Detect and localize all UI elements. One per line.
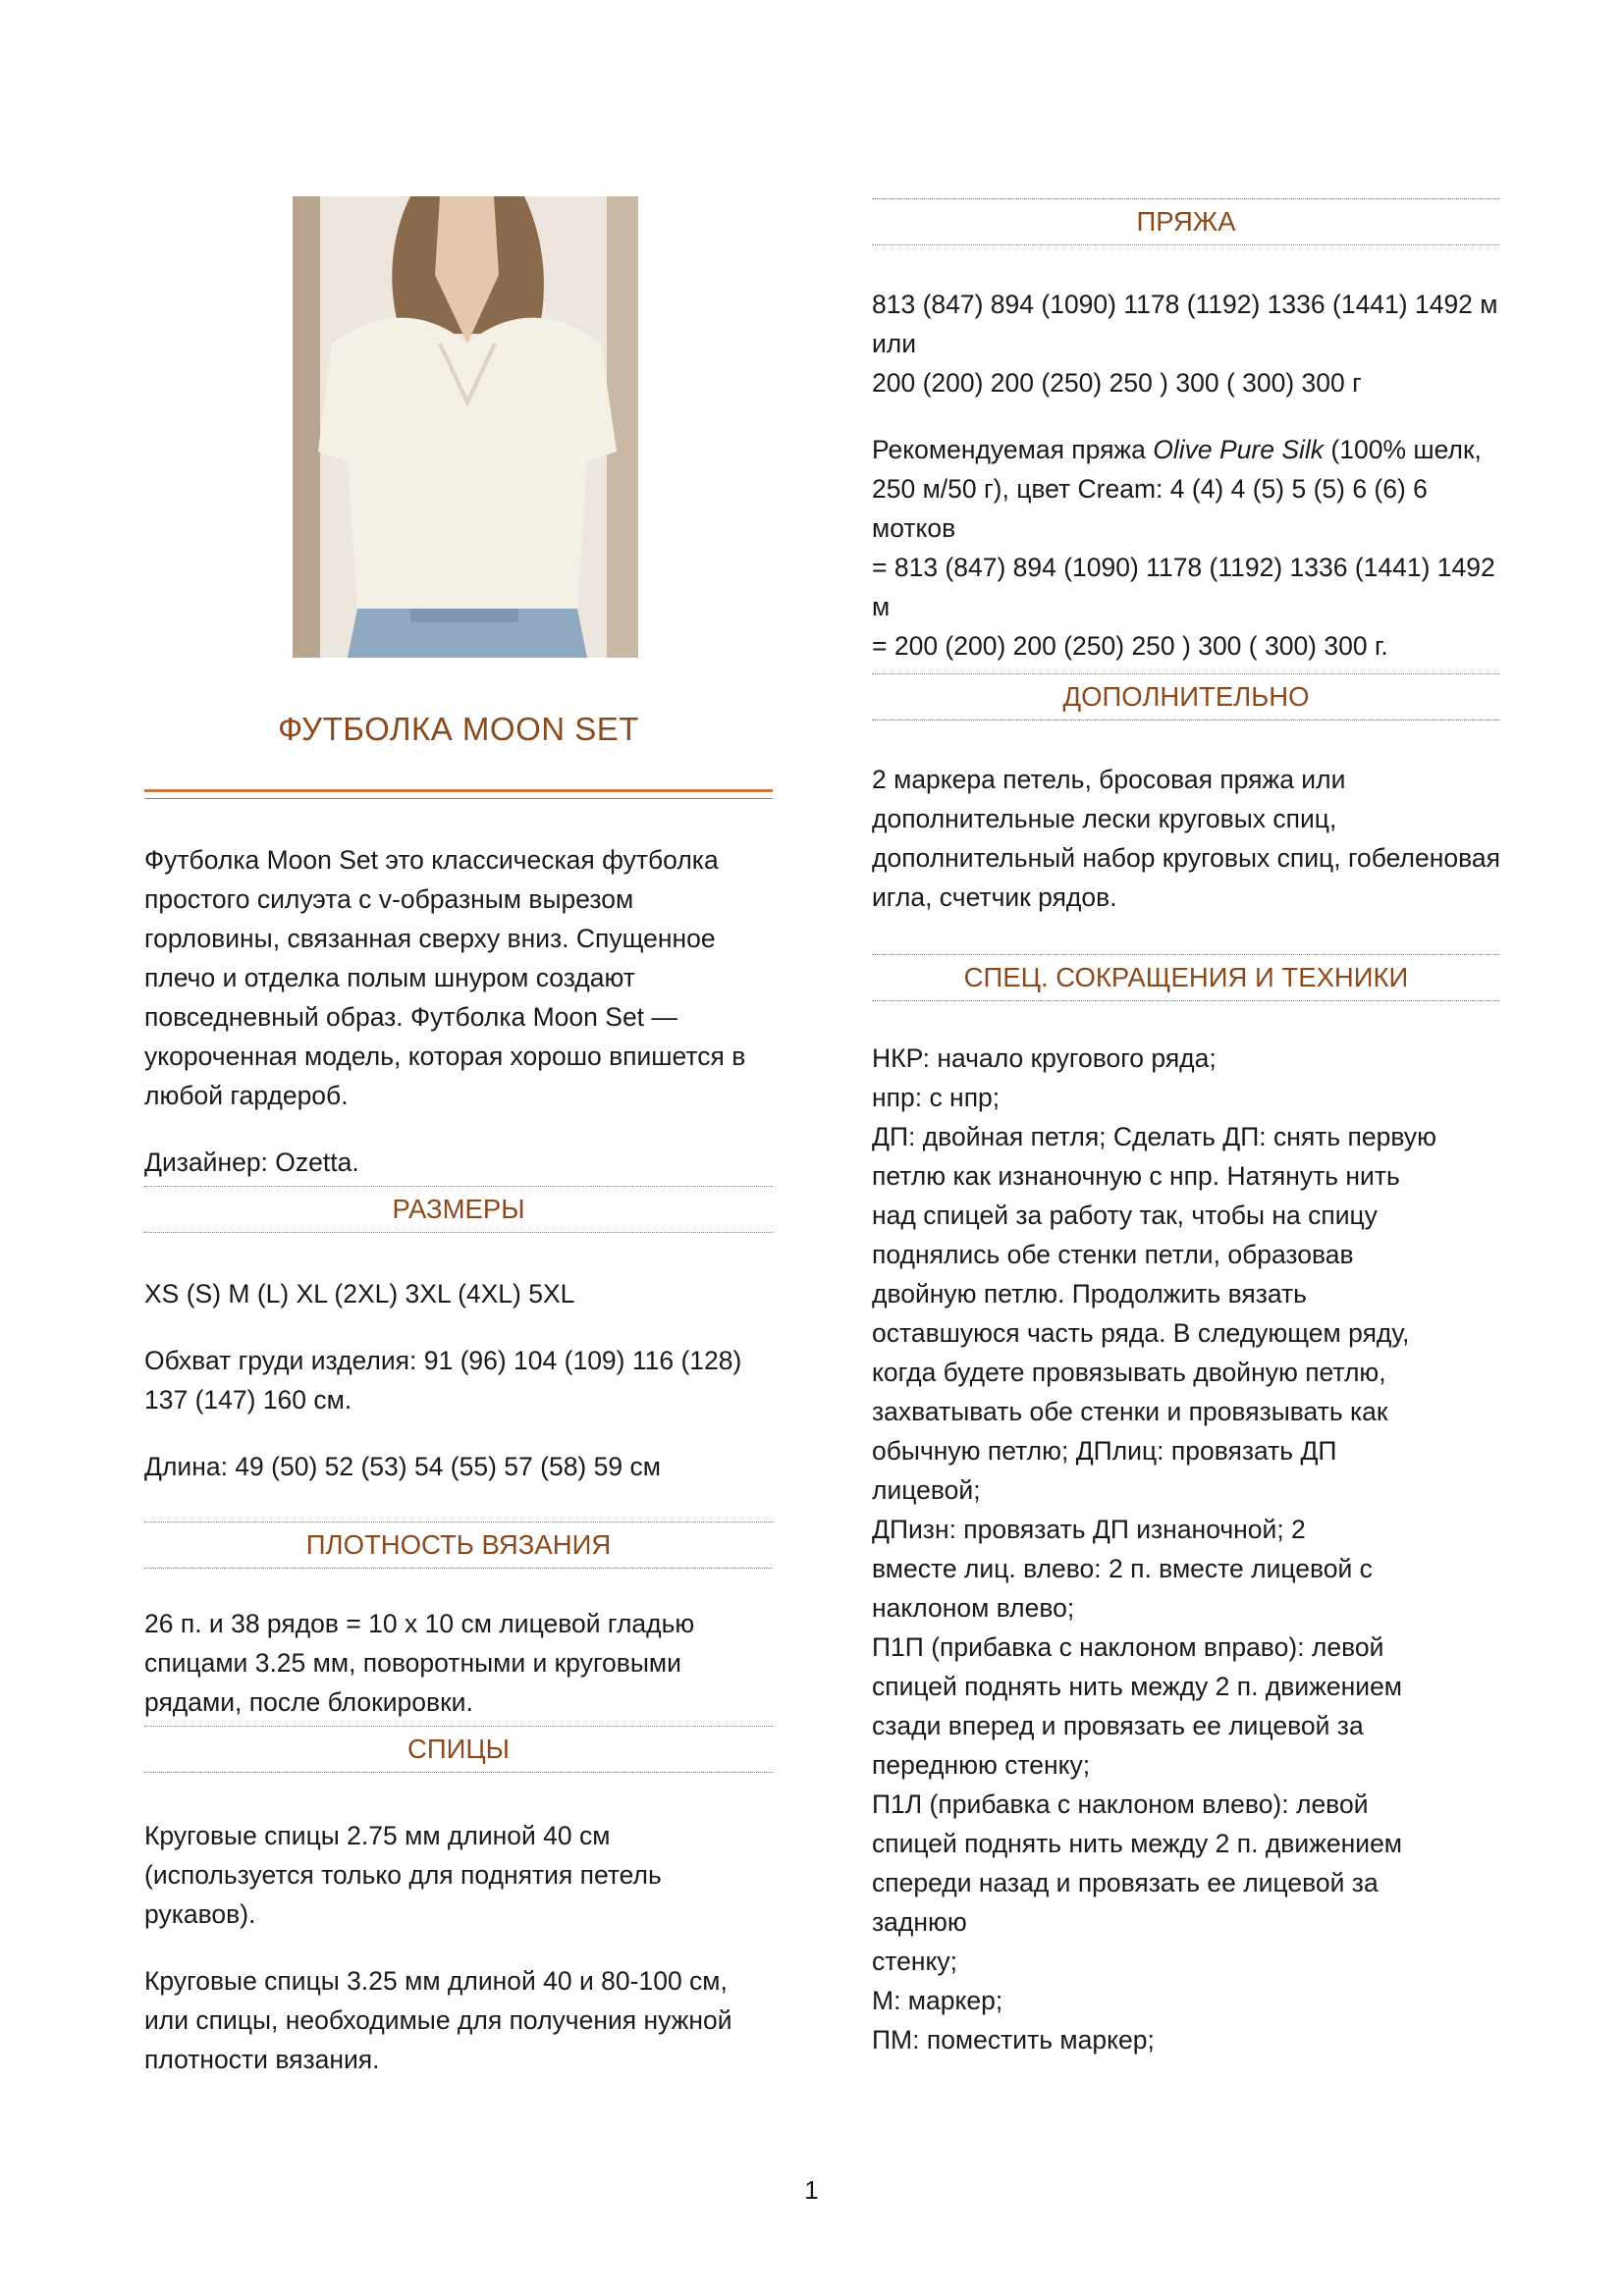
extra-section bbox=[872, 760, 1500, 917]
chest-section bbox=[144, 1341, 773, 1419]
abbr-line: сзади вперед и провязать ее лицевой за bbox=[872, 1711, 1364, 1740]
abbr-line: спицей поднять нить между 2 п. движением bbox=[872, 1672, 1403, 1701]
abbr-line: когда будете провязывать двойную петлю, bbox=[872, 1358, 1386, 1387]
abbreviations-list bbox=[872, 1039, 1500, 2059]
abbr-line: П1Л (прибавка с наклоном влево): левой bbox=[872, 1789, 1369, 1819]
intro-section bbox=[144, 840, 773, 1115]
section-heading-yarn: ПРЯЖА bbox=[872, 198, 1500, 245]
abbr-line: М: маркер; bbox=[872, 1986, 1003, 2015]
section-heading-extra: ДОПОЛНИТЕЛЬНО bbox=[872, 673, 1500, 721]
sizes-list: XS (S) M (L) XL (2XL) 3XL (4XL) 5XL bbox=[144, 1279, 575, 1308]
abbr-line: лицевой; bbox=[872, 1475, 981, 1505]
yarn-grams: 200 (200) 200 (250) 250 ) 300 ( 300) 300 г bbox=[872, 368, 1362, 398]
yarn-amounts bbox=[872, 285, 1500, 402]
abbr-line: стенку; bbox=[872, 1947, 957, 1976]
needles-paragraph-1: Круговые спицы 2.75 мм длиной 40 см (используется только для поднятия петель рукавов). bbox=[144, 1821, 662, 1929]
yarn-rec-suffix: (100% шелк, 250 м/50 г), цвет Cream: 4 (4) 4 (5) 5 (5) 6 (6) 6 мотков bbox=[872, 435, 1482, 543]
section-heading-abbreviations: СПЕЦ. СОКРАЩЕНИЯ И ТЕХНИКИ bbox=[872, 954, 1500, 1001]
designer-section bbox=[144, 1143, 773, 1182]
abbr-line: наклоном влево; bbox=[872, 1593, 1075, 1623]
length-measure: Длина: 49 (50) 52 (53) 54 (55) 57 (58) 59 см bbox=[144, 1452, 661, 1481]
abbr-line: поднялись обе стенки петли, образовав bbox=[872, 1240, 1354, 1269]
abbr-line: спицей поднять нить между 2 п. движением bbox=[872, 1829, 1403, 1858]
abbr-line: НКР: начало кругового ряда; bbox=[872, 1043, 1217, 1073]
abbr-line: нпр: с нпр; bbox=[872, 1083, 1001, 1112]
yarn-rec-prefix: Рекомендуемая пряжа bbox=[872, 435, 1154, 464]
yarn-meters: 813 (847) 894 (1090) 1178 (1192) 1336 (1441) 1492 м или bbox=[872, 290, 1498, 358]
abbr-line: вместе лиц. влево: 2 п. вместе лицевой с bbox=[872, 1554, 1373, 1583]
needles-paragraph-2: Круговые спицы 3.25 мм длиной 40 и 80-100 см, или спицы, необходимые для получения нужной плотности вязания. bbox=[144, 1966, 732, 2074]
yarn-recommendation bbox=[872, 430, 1500, 666]
designer-line: Дизайнер: Ozetta. bbox=[144, 1148, 359, 1177]
abbr-line: обычную петлю; ДПлиц: провязать ДП bbox=[872, 1436, 1337, 1466]
abbr-line: оставшуюся часть ряда. В следующем ряду, bbox=[872, 1318, 1410, 1348]
document-title: ФУТБОЛКА MOON SET bbox=[278, 711, 639, 747]
title-divider bbox=[144, 789, 773, 799]
sizes-section bbox=[144, 1274, 773, 1313]
abbr-line: ДП: двойная петля; Сделать ДП: снять первую bbox=[872, 1122, 1436, 1151]
needles-section-1 bbox=[144, 1816, 773, 1934]
abbr-line: двойную петлю. Продолжить вязать bbox=[872, 1279, 1307, 1308]
abbr-line: над спицей за работу так, чтобы на спицу bbox=[872, 1201, 1378, 1230]
yarn-brand-name: Olive Pure Silk bbox=[1153, 435, 1325, 464]
extra-text: 2 маркера петель, бросовая пряжа или дополнительные лески круговых спиц, дополнительный набор круговых спиц, гобеленовая игла, счетчик рядов. bbox=[872, 765, 1500, 912]
abbr-line: ДПизн: провязать ДП изнаночной; 2 bbox=[872, 1515, 1306, 1544]
abbr-line: спереди назад и провязать ее лицевой за bbox=[872, 1868, 1379, 1897]
section-heading-sizes: РАЗМЕРЫ bbox=[144, 1186, 773, 1233]
abbr-line: П1П (прибавка с наклоном вправо): левой bbox=[872, 1632, 1384, 1662]
length-section bbox=[144, 1447, 773, 1486]
yarn-equivalent-grams: = 200 (200) 200 (250) 250 ) 300 ( 300) 300 г. bbox=[872, 631, 1388, 661]
yarn-recommendation-text bbox=[872, 430, 1500, 548]
section-heading-gauge: ПЛОТНОСТЬ ВЯЗАНИЯ bbox=[144, 1522, 773, 1569]
chest-measure: Обхват груди изделия: 91 (96) 104 (109) 116 (128) 137 (147) 160 см. bbox=[144, 1346, 742, 1415]
product-photo bbox=[293, 196, 638, 658]
abbr-line: петлю как изнаночную с нпр. Натянуть нить bbox=[872, 1161, 1400, 1191]
abbr-line: захватывать обе стенки и провязывать как bbox=[872, 1397, 1388, 1426]
intro-paragraph: Футболка Moon Set это классическая футболка простого силуэта с v-образным вырезом горловины, связанная сверху вниз. Спущенное плечо и отделка полым шнуром создают повседневный образ. Футболка Moon Set — укороченная модель, которая хорошо впишется в любой гардероб. bbox=[144, 845, 746, 1110]
model-wearing-tshirt-image bbox=[293, 196, 638, 658]
section-heading-needles: СПИЦЫ bbox=[144, 1726, 773, 1773]
gauge-section bbox=[144, 1604, 773, 1722]
gauge-text: 26 п. и 38 рядов = 10 x 10 см лицевой гладью спицами 3.25 мм, поворотными и круговыми рядами, после блокировки. bbox=[144, 1609, 695, 1717]
needles-section-2 bbox=[144, 1961, 773, 2079]
page-number: 1 bbox=[804, 2175, 819, 2205]
abbr-line: заднюю bbox=[872, 1907, 967, 1937]
abbr-line: ПМ: поместить маркер; bbox=[872, 2025, 1155, 2055]
abbr-line: переднюю стенку; bbox=[872, 1750, 1091, 1780]
yarn-equivalent-meters: = 813 (847) 894 (1090) 1178 (1192) 1336 (1441) 1492 м bbox=[872, 553, 1495, 621]
